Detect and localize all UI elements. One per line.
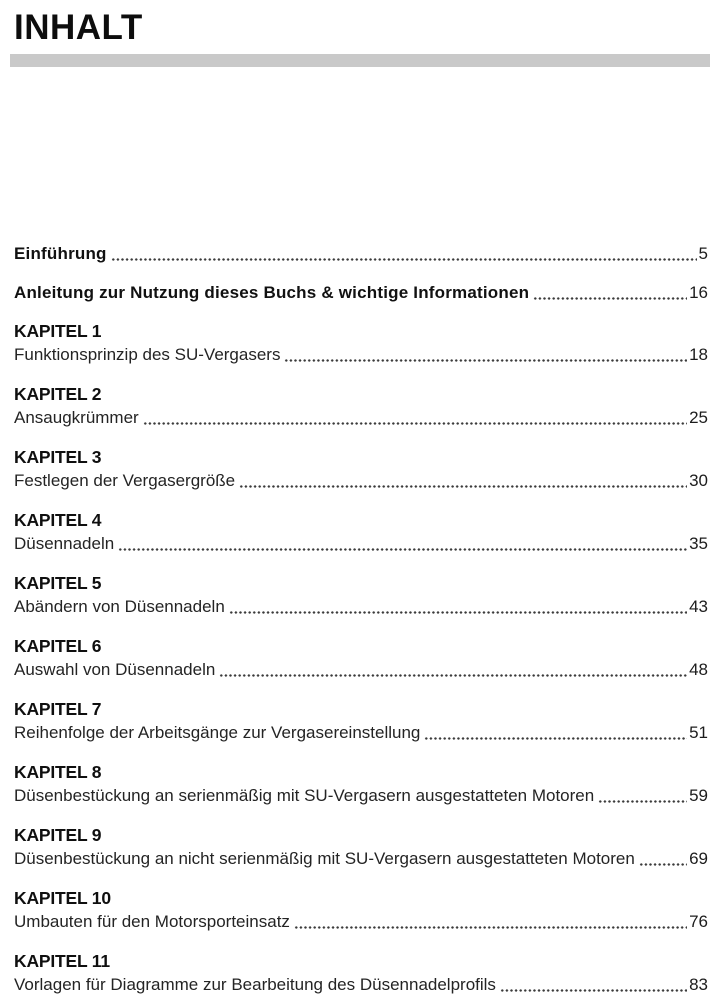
toc-entry-page: 25	[689, 408, 708, 427]
dot-leader	[500, 989, 687, 992]
dot-leader	[533, 297, 687, 300]
toc-entry-label: Düsenbestückung an nicht serienmäßig mit SU-Vergasern ausgestatteten Motoren	[14, 849, 635, 868]
chapter-heading: KAPITEL 10	[14, 888, 111, 908]
toc-entry-page: 48	[689, 660, 708, 679]
toc-entry-page: 51	[689, 723, 708, 742]
toc-entry-page: 76	[689, 912, 708, 931]
dot-leader	[424, 737, 687, 740]
chapter-heading: KAPITEL 6	[14, 636, 102, 656]
toc-entry-label: Umbauten für den Motorsporteinsatz	[14, 912, 290, 931]
toc-entry-kapitel-11	[14, 951, 708, 995]
dot-leader	[219, 674, 687, 677]
toc-entry-label: Düsennadeln	[14, 534, 115, 553]
toc-entry-page: 35	[689, 534, 708, 553]
toc-entry-kapitel-1	[14, 321, 708, 365]
chapter-heading: KAPITEL 5	[14, 573, 102, 593]
toc-entry-page: 16	[689, 283, 708, 302]
dot-leader	[598, 800, 687, 803]
dot-leader	[143, 422, 687, 425]
toc-entry-anleitung	[14, 282, 708, 303]
chapter-heading: KAPITEL 3	[14, 447, 102, 467]
chapter-heading: KAPITEL 2	[14, 384, 102, 404]
dot-leader	[294, 926, 687, 929]
title-rule	[10, 54, 710, 67]
table-of-contents	[14, 243, 708, 995]
toc-entry-kapitel-9	[14, 825, 708, 869]
dot-leader	[239, 485, 687, 488]
toc-entry-page: 5	[698, 244, 708, 263]
toc-entry-label: Einführung	[14, 244, 107, 263]
toc-entry-page: 18	[689, 345, 708, 364]
toc-entry-label: Reihenfolge der Arbeitsgänge zur Vergasereinstellung	[14, 723, 421, 742]
toc-entry-page: 83	[689, 975, 708, 994]
chapter-heading: KAPITEL 4	[14, 510, 102, 530]
toc-entry-kapitel-10	[14, 888, 708, 932]
dot-leader	[111, 258, 697, 261]
toc-entry-kapitel-3	[14, 447, 708, 491]
toc-entry-page: 30	[689, 471, 708, 490]
toc-entry-label: Ansaugkrümmer	[14, 408, 139, 427]
toc-entry-kapitel-6	[14, 636, 708, 680]
toc-entry-kapitel-2	[14, 384, 708, 428]
toc-entry-label: Vorlagen für Diagramme zur Bearbeitung des Düsennadelprofils	[14, 975, 496, 994]
dot-leader	[639, 863, 687, 866]
toc-entry-kapitel-5	[14, 573, 708, 617]
toc-entry-label: Auswahl von Düsennadeln	[14, 660, 216, 679]
dot-leader	[118, 548, 687, 551]
toc-entry-kapitel-7	[14, 699, 708, 743]
toc-entry-page: 43	[689, 597, 708, 616]
toc-entry-page: 59	[689, 786, 708, 805]
toc-entry-label: Funktionsprinzip des SU-Vergasers	[14, 345, 281, 364]
chapter-heading: KAPITEL 7	[14, 699, 102, 719]
chapter-heading: KAPITEL 8	[14, 762, 102, 782]
chapter-heading: KAPITEL 9	[14, 825, 102, 845]
chapter-heading: KAPITEL 1	[14, 321, 102, 341]
dot-leader	[284, 359, 687, 362]
toc-entry-label: Anleitung zur Nutzung dieses Buchs & wichtige Informationen	[14, 283, 530, 302]
page-title: INHALT	[14, 8, 143, 47]
toc-entry-einfuehrung	[14, 243, 708, 264]
toc-entry-label: Abändern von Düsennadeln	[14, 597, 225, 616]
toc-entry-label: Festlegen der Vergasergröße	[14, 471, 236, 490]
toc-entry-kapitel-4	[14, 510, 708, 554]
chapter-heading: KAPITEL 11	[14, 951, 110, 971]
toc-entry-kapitel-8	[14, 762, 708, 806]
toc-entry-label: Düsenbestückung an serienmäßig mit SU-Vergasern ausgestatteten Motoren	[14, 786, 595, 805]
toc-entry-page: 69	[689, 849, 708, 868]
dot-leader	[229, 611, 687, 614]
